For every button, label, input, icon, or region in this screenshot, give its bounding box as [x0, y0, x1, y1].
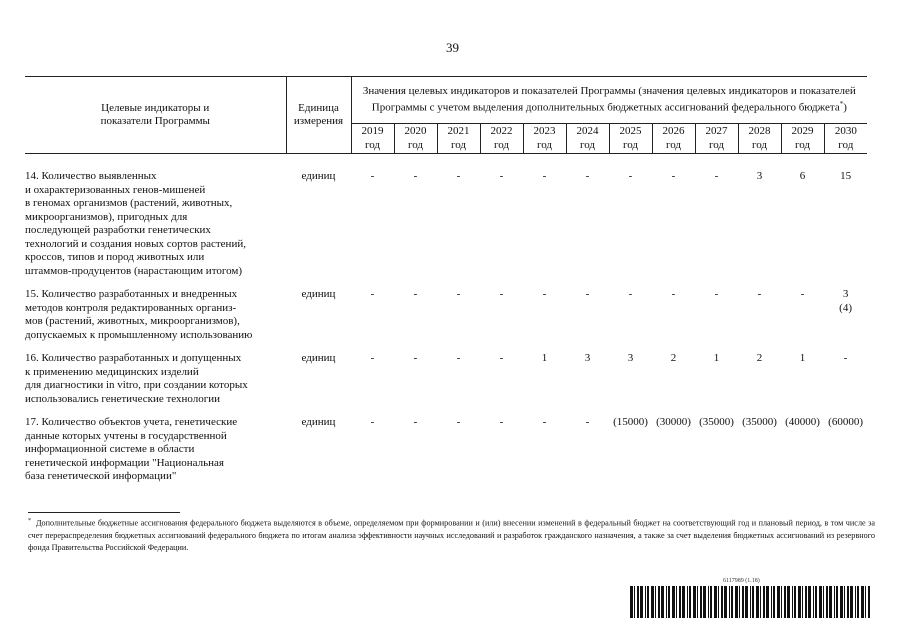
unit-cell: единиц — [301, 416, 336, 428]
year-suffix: год — [622, 138, 639, 151]
indicator-line: мов (растений, животных, микроорганизмов), — [25, 315, 240, 327]
value-cell: - — [542, 416, 547, 428]
indicator-line: данные которых учтены в государственной — [25, 429, 227, 442]
header-year-2027 — [695, 124, 738, 154]
indicator-line: методов контроля редактированных организ- — [25, 301, 237, 314]
value-cell: - — [370, 416, 375, 428]
year-suffix: год — [407, 138, 424, 151]
header-year-2023 — [523, 124, 566, 154]
year-label: 2025 — [619, 125, 642, 137]
value-cell: 2 — [670, 352, 677, 364]
indicator-name — [25, 416, 286, 494]
indicators-table — [25, 76, 905, 494]
header-year-2021 — [437, 124, 480, 154]
value-cell: - — [413, 352, 418, 364]
indicator-line: 17. Количество объектов учета, генетические — [25, 416, 238, 428]
header-year-2028 — [738, 124, 781, 154]
value-cell: 1 — [713, 352, 720, 364]
value-cell: - — [413, 416, 418, 428]
year-label: 2027 — [705, 125, 728, 137]
indicator-line: база генетической информации" — [25, 470, 177, 482]
value-cell: - — [370, 352, 375, 364]
value-cell: 3 (4) — [824, 288, 867, 352]
header-year-2019 — [351, 124, 394, 154]
value-cell: - — [671, 170, 676, 182]
table-row — [25, 416, 905, 494]
unit-cell: единиц — [301, 288, 336, 300]
value-cell: - — [585, 170, 590, 182]
indicator-line: к применению медицинских изделий — [25, 365, 199, 378]
year-label: 2030 — [834, 125, 857, 137]
year-label: 2019 — [361, 125, 384, 137]
value-cell: - — [585, 416, 590, 428]
year-suffix: год — [579, 138, 596, 151]
value-cell: 3 — [627, 352, 634, 364]
year-suffix: год — [794, 138, 811, 151]
unit-cell: единиц — [301, 170, 336, 182]
value-cell: - — [370, 170, 375, 182]
year-label: 2022 — [490, 125, 513, 137]
header-year-2029 — [781, 124, 824, 154]
table-row — [25, 170, 905, 288]
indicator-line: и охарактеризованных генов-мишеней — [25, 183, 206, 196]
document-code: 6117989 (1.18) — [723, 578, 760, 584]
year-label: 2024 — [576, 125, 599, 137]
indicator-line: использовались генетические технологии — [25, 392, 221, 405]
table-row — [25, 352, 905, 416]
year-label: 2028 — [748, 125, 771, 137]
indicators-body — [25, 154, 905, 494]
year-suffix: год — [493, 138, 510, 151]
value-cell: - — [585, 288, 590, 300]
value-cell: 1 — [541, 352, 548, 364]
year-suffix: год — [708, 138, 725, 151]
value-cell: - — [800, 288, 805, 300]
value-cell: - — [456, 288, 461, 300]
header-indicators: Целевые индикаторы и показатели Программы — [25, 77, 286, 154]
footnote: * Дополнительные бюджетные ассигнования федерального бюджета выделяются в объеме, определяемом при формировании и (или) внесении изменений в федеральный бюджет на соответствующий год и плановый период, в том числе за счет перераспределения бюджетных ассигнований федерального бюджета по итогам анализа эффективности научных исследований и разработок гражданского назначения, а также за счет выделения бюджетных ассигнований из резервного фонда Правительства Российской Федерации. — [28, 518, 875, 552]
indicator-name — [25, 170, 286, 288]
header-year-2030 — [824, 124, 867, 154]
year-suffix: год — [364, 138, 381, 151]
value-cell: (40000) — [785, 416, 820, 428]
value-cell: - — [714, 170, 719, 182]
value-cell: 3 — [584, 352, 591, 364]
header-year-2026 — [652, 124, 695, 154]
year-suffix: год — [536, 138, 553, 151]
value-cell: - — [413, 170, 418, 182]
value-cell: - — [671, 288, 676, 300]
table-row — [25, 288, 905, 352]
indicator-line: штаммов-продуцентов (нарастающим итогом) — [25, 264, 243, 277]
value-cell: - — [628, 170, 633, 182]
year-suffix: год — [751, 138, 768, 151]
value-cell: - — [499, 416, 504, 428]
indicator-line: в геномах организмов (растений, животных, — [25, 197, 233, 209]
year-label: 2020 — [404, 125, 427, 137]
year-label: 2026 — [662, 125, 685, 137]
barcode — [630, 586, 874, 618]
value-cell: - — [499, 352, 504, 364]
value-cell: 2 — [756, 352, 763, 364]
value-cell: (35000) — [699, 416, 734, 428]
value-cell: - — [757, 288, 762, 300]
value-cell: - — [542, 170, 547, 182]
unit-cell: единиц — [301, 352, 336, 364]
indicator-line: кроссов, типов и пород животных или — [25, 251, 205, 263]
value-cell: - — [456, 416, 461, 428]
indicator-line: 16. Количество разработанных и допущенных — [25, 352, 242, 364]
value-cell: - — [456, 170, 461, 182]
header-year-2022 — [480, 124, 523, 154]
header-year-2025 — [609, 124, 652, 154]
indicator-line: микроорганизмов), пригодных для — [25, 210, 188, 223]
header-values: Значения целевых индикаторов и показателей Программы (значения целевых индикаторов и показателей Программы с учетом выделения дополнительных бюджетных ассигнований федерального бюджета*) — [351, 77, 867, 124]
value-cell: (30000) — [656, 416, 691, 428]
value-extra: (4) — [839, 301, 852, 314]
value-cell: (15000) — [613, 416, 648, 428]
indicator-line: технологий и создания новых сортов растений, — [25, 237, 246, 250]
year-label: 2021 — [447, 125, 470, 137]
indicator-line: генетической информации "Национальная — [25, 456, 224, 469]
value-cell: 15 — [840, 170, 852, 182]
indicator-name — [25, 352, 286, 416]
value-cell: - — [714, 288, 719, 300]
indicator-line: 14. Количество выявленных — [25, 170, 157, 182]
indicator-line: 15. Количество разработанных и внедренных — [25, 288, 238, 300]
value-cell: - — [628, 288, 633, 300]
footnote-separator — [28, 512, 180, 513]
indicator-line: допускаемых к промышленному использованию — [25, 328, 253, 341]
value-cell: 3 — [756, 170, 763, 182]
year-label: 2029 — [791, 125, 814, 137]
value-cell: - — [499, 170, 504, 182]
value-cell: - — [370, 288, 375, 300]
indicator-line: последующей разработки генетических — [25, 224, 211, 236]
indicator-line: информационной системе в области — [25, 443, 195, 455]
value-cell: 1 — [799, 352, 806, 364]
value-cell: (60000) — [828, 416, 863, 428]
value-cell: - — [499, 288, 504, 300]
year-label: 2023 — [533, 125, 556, 137]
value-cell: - — [413, 288, 418, 300]
value-cell: - — [542, 288, 547, 300]
value-cell: - — [456, 352, 461, 364]
indicator-name — [25, 288, 286, 352]
page-number: 39 — [446, 40, 459, 55]
value-cell: (35000) — [742, 416, 777, 428]
header-year-2024 — [566, 124, 609, 154]
year-suffix: год — [450, 138, 467, 151]
year-suffix: год — [838, 138, 854, 151]
value-cell: - — [843, 352, 848, 364]
indicator-line: для диагностики in vitro, при создании которых — [25, 379, 248, 391]
header-unit: Единица измерения — [286, 77, 351, 154]
header-year-2020 — [394, 124, 437, 154]
value-cell: 6 — [799, 170, 806, 182]
year-suffix: год — [665, 138, 682, 151]
